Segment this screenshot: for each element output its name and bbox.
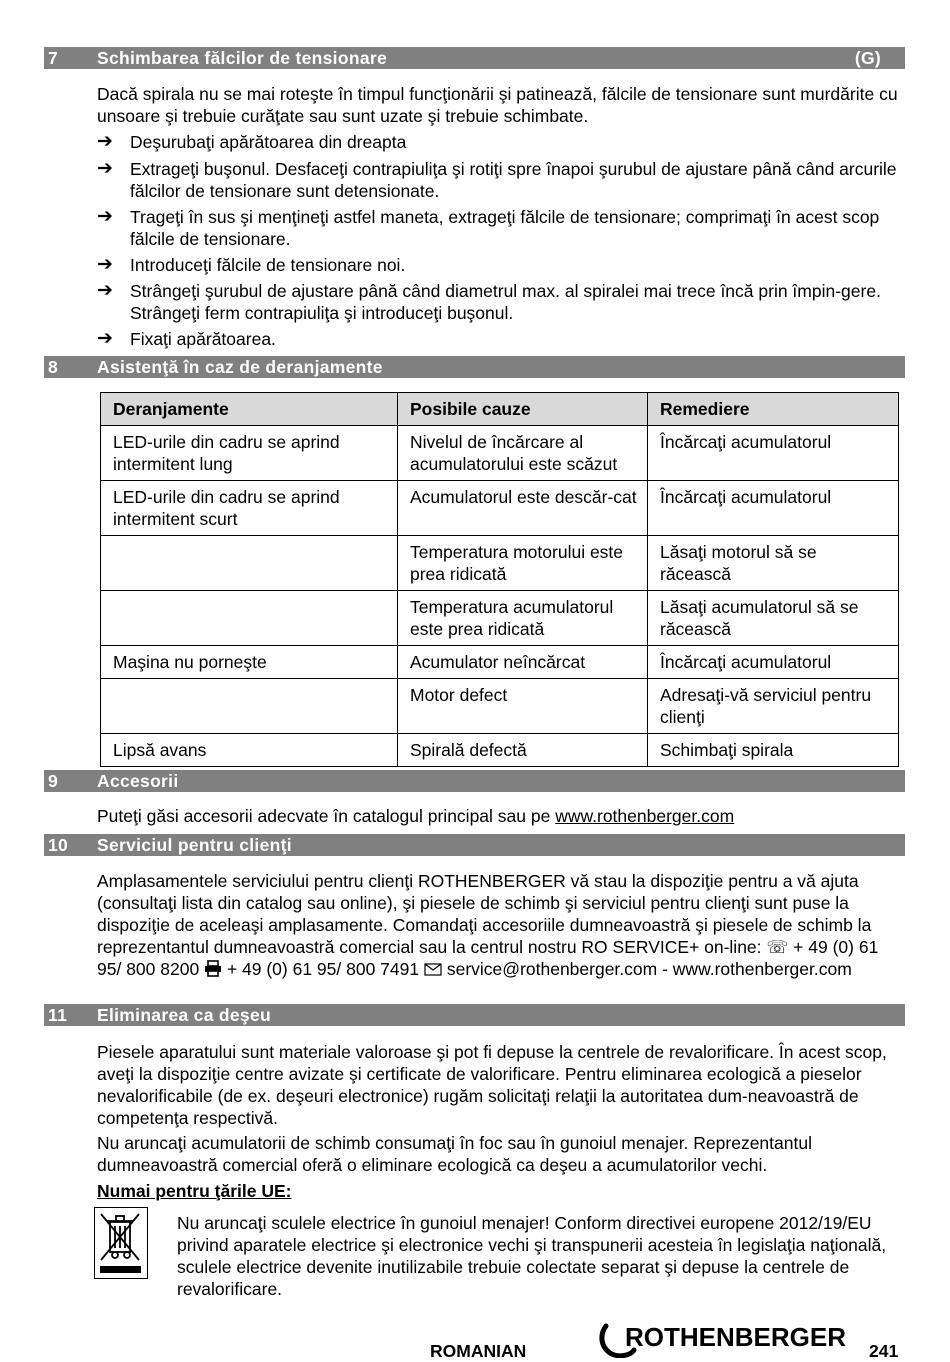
section-number: 11 <box>48 1005 68 1025</box>
table-row <box>101 679 899 734</box>
arrow-right-icon: ➔ <box>97 131 113 152</box>
brand-logo <box>598 1322 853 1358</box>
section-title: Eliminarea ca deşeu <box>97 1005 271 1025</box>
section-10-header <box>44 834 905 856</box>
brand-logo-text: ROTHENBERGER <box>625 1322 847 1352</box>
section-7-intro: Dacă spirala nu se mai roteşte în timpul funcţionării şi patinează, fălcile de tensionare sunt murdărite cu unsoare şi trebuie curăţate sau sunt uzate şi trebuie schimbate. <box>97 84 898 126</box>
step-text: Deşurubaţi apărătoarea din dreapta <box>130 132 407 152</box>
table-cell: Lăsaţi acumulatorul să se răcească <box>648 591 899 646</box>
column-header: Deranjamente <box>101 393 398 426</box>
section-9-text <box>97 805 905 827</box>
accessories-text: Puteţi găsi accesorii adecvate în catalogul principal sau pe <box>97 806 556 826</box>
table-cell: Acumulator neîncărcat <box>398 646 648 679</box>
section-9-header <box>44 770 905 792</box>
table-cell: Temperatura motorului este prea ridicată <box>398 536 648 591</box>
arrow-right-icon: ➔ <box>97 328 113 349</box>
phone-icon: ☏ <box>766 937 789 957</box>
step-text: Fixaţi apărătoarea. <box>130 329 276 349</box>
step-text: Extrageţi buşonul. Desfaceţi contrapiuliţa şi rotiţi spre înapoi şurubul de ajustare până când arcurile fălcilor de tensionare sunt detensionate. <box>130 159 897 201</box>
section-10-text <box>97 870 905 982</box>
website-link[interactable]: www.rothenberger.com <box>555 806 735 826</box>
section-8-header <box>44 356 905 378</box>
section-title: Accesorii <box>97 771 179 791</box>
table-cell: Spirală defectă <box>398 734 648 767</box>
service-website[interactable]: www.rothenberger.com <box>672 959 852 979</box>
section-11-p1: Piesele aparatului sunt materiale valoroase şi pot fi depuse la centrele de revalorificare. În acest scop, aveţi la dispoziţie centre avizate şi certificate de valorificare. Pentru eliminarea ecologică a pieselor nevalorificabile (de ex. deşeuri electronice) rugăm solicitaţi relaţii la autoritatea dum-neavoastră de competenţa respectivă. <box>97 1042 887 1128</box>
step-item <box>97 206 905 250</box>
table-cell <box>101 591 398 646</box>
table-cell: Lipsă avans <box>101 734 398 767</box>
table-cell: Încărcaţi acumulatorul <box>648 426 899 481</box>
table-row <box>101 536 899 591</box>
troubleshooting-table <box>100 392 899 767</box>
service-text: Amplasamentele serviciului pentru clienţi ROTHENBERGER vă stau la dispoziţie pentru a vă ajuta (consultaţi lista din catalog sau online), şi piesele de schimb şi serviciul pentru clienţi sunt puse la dispoziţie de aceleaşi amplasamente. Comandaţi accesoriile dumneavoastră şi piesele de schimb la reprezentantul dumneavoastră comercial sau la centrul nostru RO SERVICE+ on-line: <box>97 871 872 957</box>
table-row <box>101 734 899 767</box>
eu-heading: Numai pentru ţările UE: <box>97 1181 292 1201</box>
table-cell: Acumulatorul este descăr-cat <box>398 481 648 536</box>
section-number: 9 <box>48 771 59 791</box>
table-row <box>101 591 899 646</box>
table-cell <box>101 679 398 734</box>
weee-bin-icon <box>94 1207 148 1279</box>
step-item <box>97 158 905 202</box>
table-cell: Încărcaţi acumulatorul <box>648 481 899 536</box>
table-cell: LED-urile din cadru se aprind intermitent scurt <box>101 481 398 536</box>
step-text: Introduceţi fălcile de tensionare noi. <box>130 255 406 275</box>
section-title: Schimbarea fălcilor de tensionare <box>97 48 388 68</box>
table-cell: Lăsaţi motorul să se răcească <box>648 536 899 591</box>
section-number: 8 <box>48 357 59 377</box>
step-item <box>97 131 905 153</box>
table-cell: Adresaţi-vă serviciul pentru clienţi <box>648 679 899 734</box>
table-row <box>101 646 899 679</box>
table-cell: Motor defect <box>398 679 648 734</box>
table-cell: Maşina nu porneşte <box>101 646 398 679</box>
step-text: Strângeţi şurubul de ajustare până când diametrul max. al spiralei mai trece încă prin împin-gere. Strângeţi ferm contrapiuliţa şi introduceţi buşonul. <box>130 281 881 323</box>
table-header-row <box>101 393 899 426</box>
fax-number: + 49 (0) 61 95/ 800 7491 <box>226 959 420 979</box>
table-cell: Nivelul de încărcare al acumulatorului este scăzut <box>398 426 648 481</box>
table-cell: LED-urile din cadru se aprind intermitent lung <box>101 426 398 481</box>
email-icon <box>424 959 442 981</box>
column-header: Posibile cauze <box>398 393 648 426</box>
section-7-header <box>44 47 905 69</box>
section-number: 10 <box>48 835 69 855</box>
step-item <box>97 328 905 350</box>
column-header: Remediere <box>648 393 899 426</box>
section-11-p2: Nu aruncaţi acumulatorii de schimb consumaţi în foc sau în gunoiul menajer. Reprezentantul dumneavoastră comercial oferă o eliminare ecologică ca deşeu a acumulatorilor vechi. <box>97 1133 812 1175</box>
section-number: 7 <box>48 48 59 68</box>
step-item <box>97 254 905 276</box>
step-text: Trageţi în sus şi menţineţi astfel maneta, extrageţi fălcile de tensionare; comprimaţi în acest scop fălcile de tensionare. <box>130 207 880 249</box>
section-7-steps <box>97 131 905 350</box>
section-11-header <box>44 1004 905 1026</box>
step-item <box>97 280 905 324</box>
table-cell: Temperatura acumulatorul este prea ridicată <box>398 591 648 646</box>
page-number: 241 <box>869 1341 899 1361</box>
table-cell <box>101 536 398 591</box>
email-address[interactable]: service@rothenberger.com - <box>446 959 668 979</box>
table-cell: Schimbaţi spirala <box>648 734 899 767</box>
arrow-right-icon: ➔ <box>97 206 113 227</box>
eu-text: Nu aruncaţi sculele electrice în gunoiul menajer! Conform directivei europene 2012/19/EU privind aparatele electrice şi electronice vechi şi transpunerii acesteia în legislaţia naţională, sculele electrice devenite inutilizabile trebuie colectate separat şi depuse la centrele de revalorificare. <box>177 1213 887 1299</box>
arrow-right-icon: ➔ <box>97 158 113 179</box>
table-row <box>101 426 899 481</box>
section-title: Serviciul pentru clienţi <box>97 835 292 855</box>
arrow-right-icon: ➔ <box>97 280 113 301</box>
phone-number: + 49 (0) 61 95/ 800 8200 <box>97 937 879 979</box>
table-row <box>101 481 899 536</box>
section-title: Asistenţă în caz de deranjamente <box>97 357 383 377</box>
fax-icon <box>204 960 222 982</box>
section-code: (G) <box>854 48 881 68</box>
footer-language: ROMANIAN <box>430 1341 527 1361</box>
arrow-right-icon: ➔ <box>97 254 113 275</box>
table-cell: Încărcaţi acumulatorul <box>648 646 899 679</box>
